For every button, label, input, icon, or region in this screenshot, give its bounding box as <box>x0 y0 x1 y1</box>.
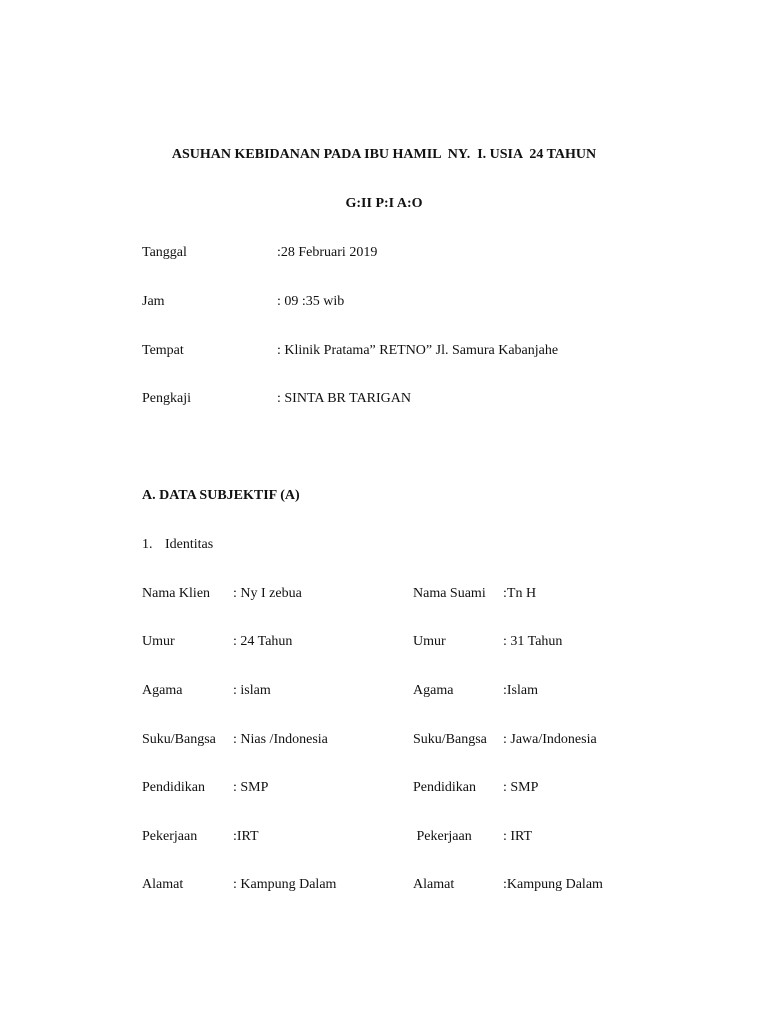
suami-label: Nama Suami <box>413 586 486 601</box>
suami-label: Agama <box>413 683 454 698</box>
klien-value: : Kampung Dalam <box>233 877 337 892</box>
list-item-identitas: Identitas <box>165 537 214 552</box>
suami-value: : SMP <box>503 780 539 795</box>
klien-label: Pendidikan <box>142 780 205 795</box>
suami-value: :Kampung Dalam <box>503 877 603 892</box>
suami-label: Alamat <box>413 877 455 892</box>
field-value-tanggal: :28 Februari 2019 <box>277 245 378 260</box>
field-value-tempat: : Klinik Pratama” RETNO” Jl. Samura Kabanjahe <box>277 343 559 358</box>
field-value-jam: : 09 :35 wib <box>277 294 345 309</box>
suami-value: : IRT <box>503 829 533 844</box>
suami-label: Pekerjaan <box>413 829 472 844</box>
list-item-number: 1. <box>142 537 153 552</box>
suami-value: :Islam <box>503 683 538 698</box>
suami-value: : Jawa/Indonesia <box>503 732 597 747</box>
field-label-tanggal: Tanggal <box>142 245 187 260</box>
section-heading-data-subjektif: A. DATA SUBJEKTIF (A) <box>142 488 300 503</box>
klien-value: : SMP <box>233 780 269 795</box>
klien-label: Umur <box>142 634 175 649</box>
klien-value: : Nias /Indonesia <box>233 732 328 747</box>
document-title: ASUHAN KEBIDANAN PADA IBU HAMIL NY. I. USIA 24 TAHUN <box>171 147 597 162</box>
field-value-pengkaji: : SINTA BR TARIGAN <box>277 391 412 406</box>
klien-value: : 24 Tahun <box>233 634 293 649</box>
klien-value: :IRT <box>233 829 259 844</box>
field-label-tempat: Tempat <box>142 343 184 358</box>
klien-label: Alamat <box>142 877 184 892</box>
suami-label: Umur <box>413 634 446 649</box>
field-label-pengkaji: Pengkaji <box>142 391 191 406</box>
suami-label: Suku/Bangsa <box>413 732 487 747</box>
suami-value: : 31 Tahun <box>503 634 563 649</box>
klien-label: Pekerjaan <box>142 829 198 844</box>
klien-value: : islam <box>233 683 271 698</box>
field-label-jam: Jam <box>142 294 165 309</box>
klien-label: Agama <box>142 683 183 698</box>
klien-value: : Ny I zebua <box>233 586 302 601</box>
document-subtitle: G:II P:I A:O <box>345 196 423 211</box>
klien-label: Suku/Bangsa <box>142 732 216 747</box>
suami-label: Pendidikan <box>413 780 476 795</box>
klien-label: Nama Klien <box>142 586 211 601</box>
suami-value: :Tn H <box>503 586 537 601</box>
